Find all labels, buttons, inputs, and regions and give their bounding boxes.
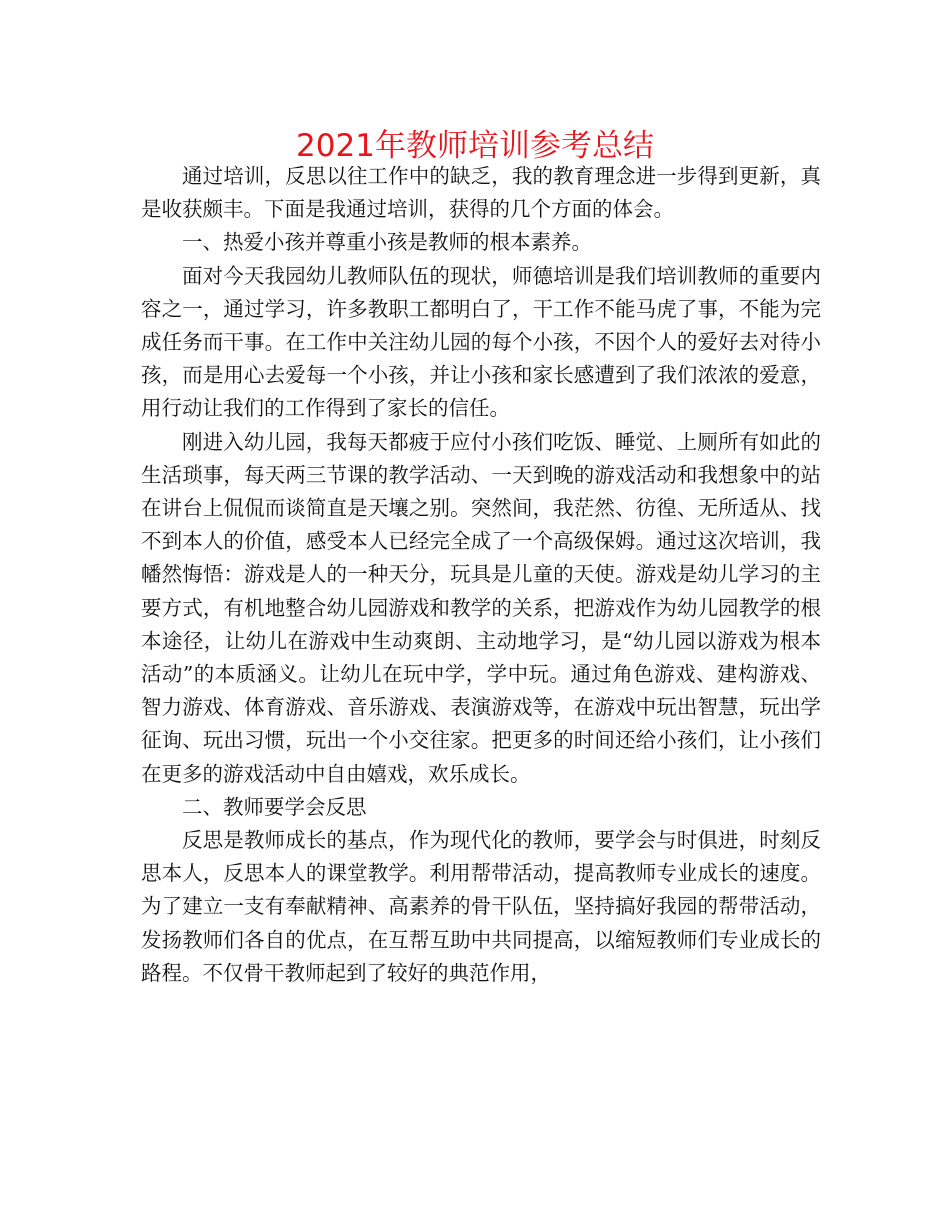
paragraph-intro: 通过培训，反思以往工作中的缺乏，我的教育理念进一步得到更新，真是收获颇丰。下面是我通过培训，获得的几个方面的体会。 (141, 164, 821, 222)
paragraph-reflection: 反思是教师成长的基点，作为现代化的教师，要学会与时俱进，时刻反思本人，反思本人的课堂教学。利用帮带活动，提高教师专业成长的速度。为了建立一支有奉献精神、高素养的骨干队伍，坚持搞好我园的帮带活动，发扬教师们各自的优点，在互帮互助中共同提高，以缩短教师们专业成长的路程。不仅骨干教师起到了较好的典范作用， (141, 828, 821, 985)
paragraph-play-learning: 刚进入幼儿园，我每天都疲于应付小孩们吃饭、睡觉、上厕所有如此的生活琐事，每天两三节课的教学活动、一天到晚的游戏活动和我想象中的站在讲台上侃侃而谈简直是天壤之别。突然间，我茫然、彷徨、无所适从、找不到本人的价值，感受本人已经完全成了一个高级保姆。通过这次培训，我幡然悔悟：游戏是人的一种天分，玩具是儿童的天使。游戏是幼儿学习的主要方式，有机地整合幼儿园游戏和教学的关系，把游戏作为幼儿园教学的根本途径，让幼儿在游戏中生动爽朗、主动地学习，是“幼儿园以游戏为根本活动”的本质涵义。让幼儿在玩中学，学中玩。通过角色游戏、建构游戏、智力游戏、体育游戏、音乐游戏、表演游戏等，在游戏中玩出智慧，玩出学征询、玩出习惯，玩出一个小交往家。把更多的时间还给小孩们，让小孩们在更多的游戏活动中自由嬉戏，欢乐成长。 (141, 429, 821, 786)
document-title: 2021年教师培训参考总结 (296, 128, 654, 164)
section-heading-1: 一、热爱小孩并尊重小孩是教师的根本素养。 (182, 230, 592, 255)
document-body (141, 160, 821, 990)
paragraph-teacher-ethics: 面对今天我园幼儿教师队伍的现状，师德培训是我们培训教师的重要内容之一，通过学习，许多教职工都明白了，干工作不能马虎了事，不能为完成任务而干事。在工作中关注幼儿园的每个小孩，不因个人的爱好去对待小孩，而是用心去爱每一个小孩，并让小孩和家长感遭到了我们浓浓的爱意，用行动让我们的工作得到了家长的信任。 (141, 263, 821, 421)
section-heading-2: 二、教师要学会反思 (182, 794, 367, 819)
